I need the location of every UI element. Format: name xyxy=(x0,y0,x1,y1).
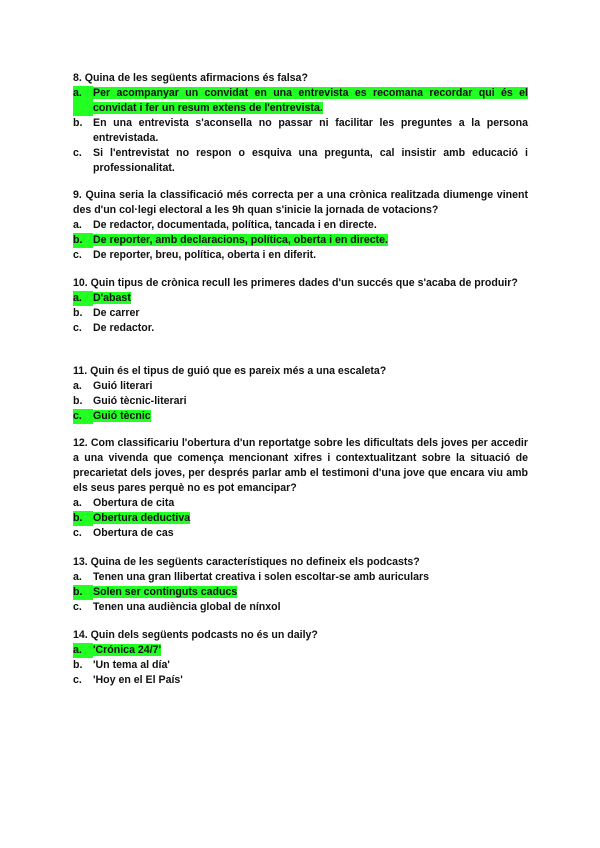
option-a xyxy=(73,496,528,511)
option-letter: b. xyxy=(73,395,83,407)
option-text: 'Crónica 24/7' xyxy=(93,644,162,656)
option-letter: b. xyxy=(73,117,83,129)
option-text: 'Hoy en el El País' xyxy=(93,674,183,686)
option-text: Si l'entrevistat no respon o esquiva una pregunta, cal insistir amb educació i professionalitat. xyxy=(93,147,528,174)
option-text: En una entrevista s'aconsella no passar ni facilitar les preguntes a la persona entrevistada. xyxy=(93,117,528,144)
option-letter: c. xyxy=(73,527,82,539)
option-letter: b. xyxy=(73,307,83,319)
option-a xyxy=(73,291,528,306)
option-text: De redactor, documentada, política, tancada i en directe. xyxy=(93,219,377,231)
option-letter: a. xyxy=(73,571,82,583)
option-a xyxy=(73,218,528,233)
option-c xyxy=(73,600,528,615)
option-b xyxy=(73,658,528,673)
option-letter: c. xyxy=(73,147,82,159)
question-stem: 12. Com classificariu l'obertura d'un reportatge sobre les dificultats dels joves per accedir a una vivenda que comença mencionant xifres i contextualitzant sobre la situació de precarietat dels joves, per després parlar amb el testimoni d'una jove que encara viu amb els seus pares perquè no es pot emancipar? xyxy=(73,437,528,494)
option-text: Per acompanyar un convidat en una entrevista es recomana recordar qui és el convidat i fer un resum extens de l'entrevista. xyxy=(93,87,528,114)
question-stem: 9. Quina seria la classificació més correcta per a una crònica realitzada diumenge vinent des d'un col·legi electoral a les 9h quan s'inicie la jornada de votacions? xyxy=(73,189,528,216)
option-a xyxy=(73,570,528,585)
option-c xyxy=(73,673,528,688)
option-text: Guió literari xyxy=(93,380,153,392)
question-stem: 14. Quin dels següents podcasts no és un daily? xyxy=(73,629,318,641)
question-stem: 13. Quina de les següents característiques no defineix els podcasts? xyxy=(73,556,420,568)
question-12 xyxy=(73,436,528,541)
option-c xyxy=(73,409,528,424)
option-text: 'Un tema al día' xyxy=(93,659,170,671)
option-text: De reporter, breu, política, oberta i en diferit. xyxy=(93,249,317,261)
option-letter: a. xyxy=(73,219,82,231)
option-c xyxy=(73,321,528,336)
option-text: De reporter, amb declaracions, política, oberta i en directe. xyxy=(93,234,388,246)
question-13 xyxy=(73,555,528,615)
option-text: Guió tècnic-literari xyxy=(93,395,187,407)
option-letter: c. xyxy=(73,674,82,686)
question-8 xyxy=(73,71,528,176)
option-a xyxy=(73,643,528,658)
option-a xyxy=(73,379,528,394)
option-letter: b. xyxy=(73,659,83,671)
option-text: Tenen una gran llibertat creativa i solen escoltar-se amb auriculars xyxy=(93,571,429,583)
option-letter: c. xyxy=(73,322,82,334)
option-letter: c. xyxy=(73,601,82,613)
option-c xyxy=(73,146,528,176)
option-text: Tenen una audiència global de nínxol xyxy=(93,601,281,613)
option-a xyxy=(73,86,528,116)
option-text: De redactor. xyxy=(93,322,155,334)
option-letter: b. xyxy=(73,233,93,248)
option-text: Obertura de cita xyxy=(93,497,175,509)
option-letter: a. xyxy=(73,380,82,392)
option-text: Guió tècnic xyxy=(93,410,151,422)
option-letter: c. xyxy=(73,409,93,424)
question-9 xyxy=(73,188,528,263)
option-letter: a. xyxy=(73,86,93,116)
option-c xyxy=(73,526,528,541)
option-text: Solen ser continguts caducs xyxy=(93,586,238,598)
option-b xyxy=(73,511,528,526)
option-b xyxy=(73,306,528,321)
option-letter: a. xyxy=(73,291,93,306)
question-11 xyxy=(73,364,528,424)
option-b xyxy=(73,116,528,146)
question-stem: 10. Quin tipus de crònica recull les primeres dades d'un succés que s'acaba de produir? xyxy=(73,277,518,289)
option-text: Obertura deductiva xyxy=(93,512,191,524)
option-text: Obertura de cas xyxy=(93,527,174,539)
option-letter: b. xyxy=(73,511,93,526)
option-letter: b. xyxy=(73,585,93,600)
option-letter: a. xyxy=(73,643,93,658)
option-letter: a. xyxy=(73,497,82,509)
option-c xyxy=(73,248,528,263)
option-b xyxy=(73,233,528,248)
question-stem: 8. Quina de les següents afirmacions és falsa? xyxy=(73,72,308,84)
question-10 xyxy=(73,276,528,336)
option-text: De carrer xyxy=(93,307,140,319)
option-b xyxy=(73,585,528,600)
option-letter: c. xyxy=(73,249,82,261)
question-stem: 11. Quin és el tipus de guió que es pareix més a una escaleta? xyxy=(73,365,387,377)
option-text: D'abast xyxy=(93,292,131,304)
question-14 xyxy=(73,628,528,688)
option-b xyxy=(73,394,528,409)
